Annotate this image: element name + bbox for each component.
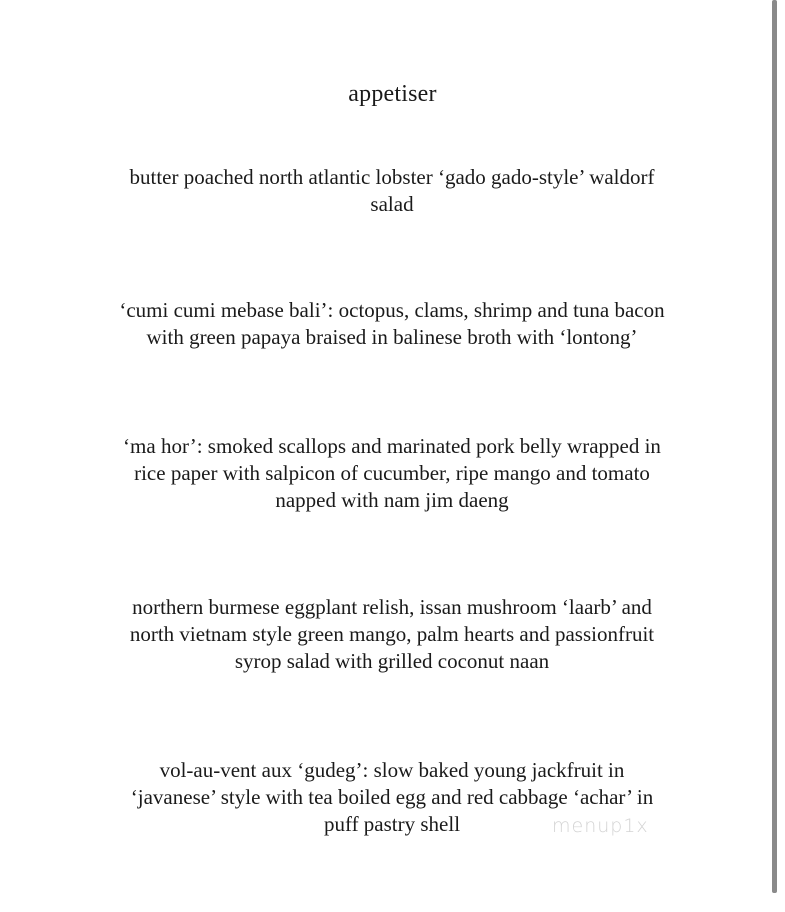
menu-item-line: northern burmese eggplant relish, issan mushroom ‘laarb’ and	[132, 595, 652, 619]
menu-item-lobster-salad	[92, 164, 692, 218]
menu-item-line: butter poached north atlantic lobster ‘gado gado-style’ waldorf	[129, 165, 655, 189]
section-heading: appetiser	[348, 81, 437, 107]
menu-item-line: with green papaya braised in balinese broth with ‘lontong’	[146, 325, 638, 349]
menu-item-line: ‘javanese’ style with tea boiled egg and red cabbage ‘achar’ in	[130, 785, 654, 809]
menu-item-line: salad	[370, 192, 414, 216]
menu-item-eggplant-relish	[92, 594, 692, 675]
menu-item-ma-hor	[92, 433, 692, 514]
menu-item-line: north vietnam style green mango, palm hearts and passionfruit	[129, 622, 655, 646]
menu-item-line: napped with nam jim daeng	[275, 488, 509, 512]
menu-item-cumi-cumi	[92, 297, 692, 351]
page-edge-rule	[772, 0, 777, 893]
watermark-logo: menup1x	[552, 815, 649, 837]
menu-item-line: vol-au-vent aux ‘gudeg’: slow baked young jackfruit in	[159, 758, 625, 782]
menu-item-line: syrop salad with grilled coconut naan	[234, 649, 550, 673]
menu-item-line: rice paper with salpicon of cucumber, ripe mango and tomato	[134, 461, 650, 485]
menu-item-line: ‘ma hor’: smoked scallops and marinated pork belly wrapped in	[123, 434, 661, 458]
menu-item-line: puff pastry shell	[323, 812, 461, 836]
menu-item-line: ‘cumi cumi mebase bali’: octopus, clams, shrimp and tuna bacon	[119, 298, 665, 322]
